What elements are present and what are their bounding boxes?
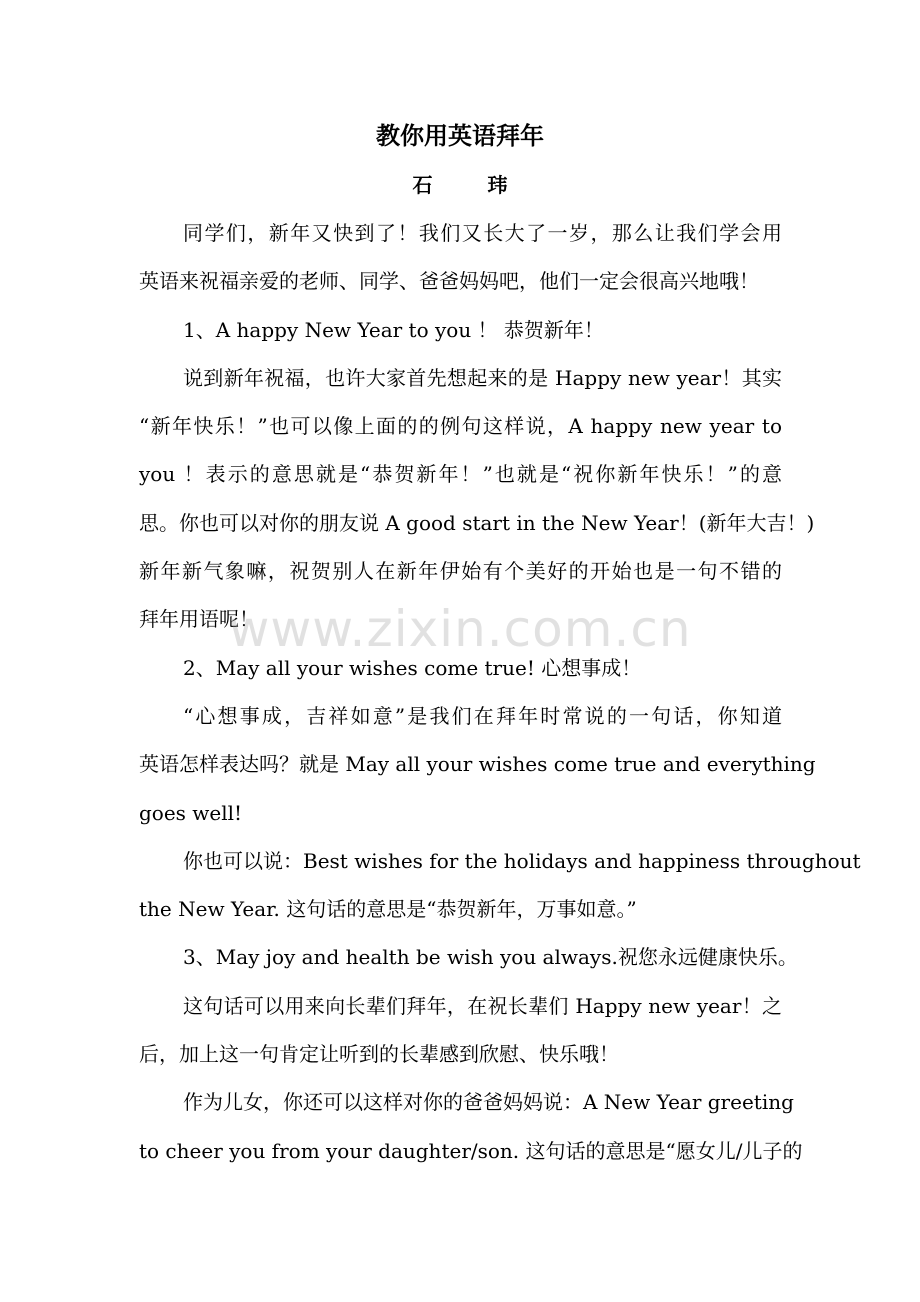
paragraph-line: 你也可以说：Best wishes for the holidays and happiness throughout	[183, 848, 861, 873]
paragraph-line: 后，加上这一句肯定让听到的长辈感到欣慰、快乐哦！	[139, 1042, 619, 1067]
paragraph-line: “新年快乐！”也可以像上面的的例句这样说，A happy new year to	[139, 414, 782, 439]
section-heading: 3、May joy and health be wish you always.祝您永远健康快乐。	[183, 945, 798, 970]
paragraph-line: goes well!	[139, 800, 243, 825]
paragraph-line: 同学们，新年又快到了！我们又长大了一岁，那么让我们学会用	[183, 221, 782, 245]
paragraph-line: 英语来祝福亲爱的老师、同学、爸爸妈妈吧，他们一定会很高兴地哦！	[139, 269, 759, 294]
paragraph-line: you ！表示的意思就是“恭贺新年！”也就是“祝你新年快乐！”的意	[139, 462, 782, 487]
paragraph-line: 说到新年祝福，也许大家首先想起来的是 Happy new year！其实	[183, 365, 782, 390]
watermark-text: www.zixin.com.cn	[228, 600, 692, 658]
paragraph-line: the New Year. 这句话的意思是“恭贺新年，万事如意。”	[139, 897, 637, 922]
document-body	[139, 209, 861, 1175]
section-heading: 1、A happy New Year to you ！ 恭贺新年！	[183, 317, 604, 342]
paragraph-line: 思。你也可以对你的朋友说 A good start in the New Year！(新年大吉！)	[139, 510, 815, 535]
paragraph-line: 这句话可以用来向长辈们拜年，在祝长辈们 Happy new year！之	[183, 993, 782, 1018]
paragraph-line: 拜年用语呢！	[139, 607, 259, 632]
paragraph-line: 作为儿女，你还可以这样对你的爸爸妈妈说：A New Year greeting	[183, 1090, 794, 1115]
paragraph-line: 英语怎样表达吗？就是 May all your wishes come true and everything	[139, 752, 816, 777]
paragraph-line: 新年新气象嘛，祝贺别人在新年伊始有个美好的开始也是一句不错的	[139, 559, 782, 584]
section-heading: 2、May all your wishes come true! 心想事成！	[183, 655, 642, 680]
paragraph-line: “心想事成，吉祥如意”是我们在拜年时常说的一句话，你知道	[183, 703, 782, 728]
document-author: 石 玮	[412, 173, 532, 197]
document-title: 教你用英语拜年	[376, 121, 544, 150]
paragraph-line: to cheer you from your daughter/son. 这句话的意思是“愿女儿/儿子的	[139, 1138, 803, 1163]
